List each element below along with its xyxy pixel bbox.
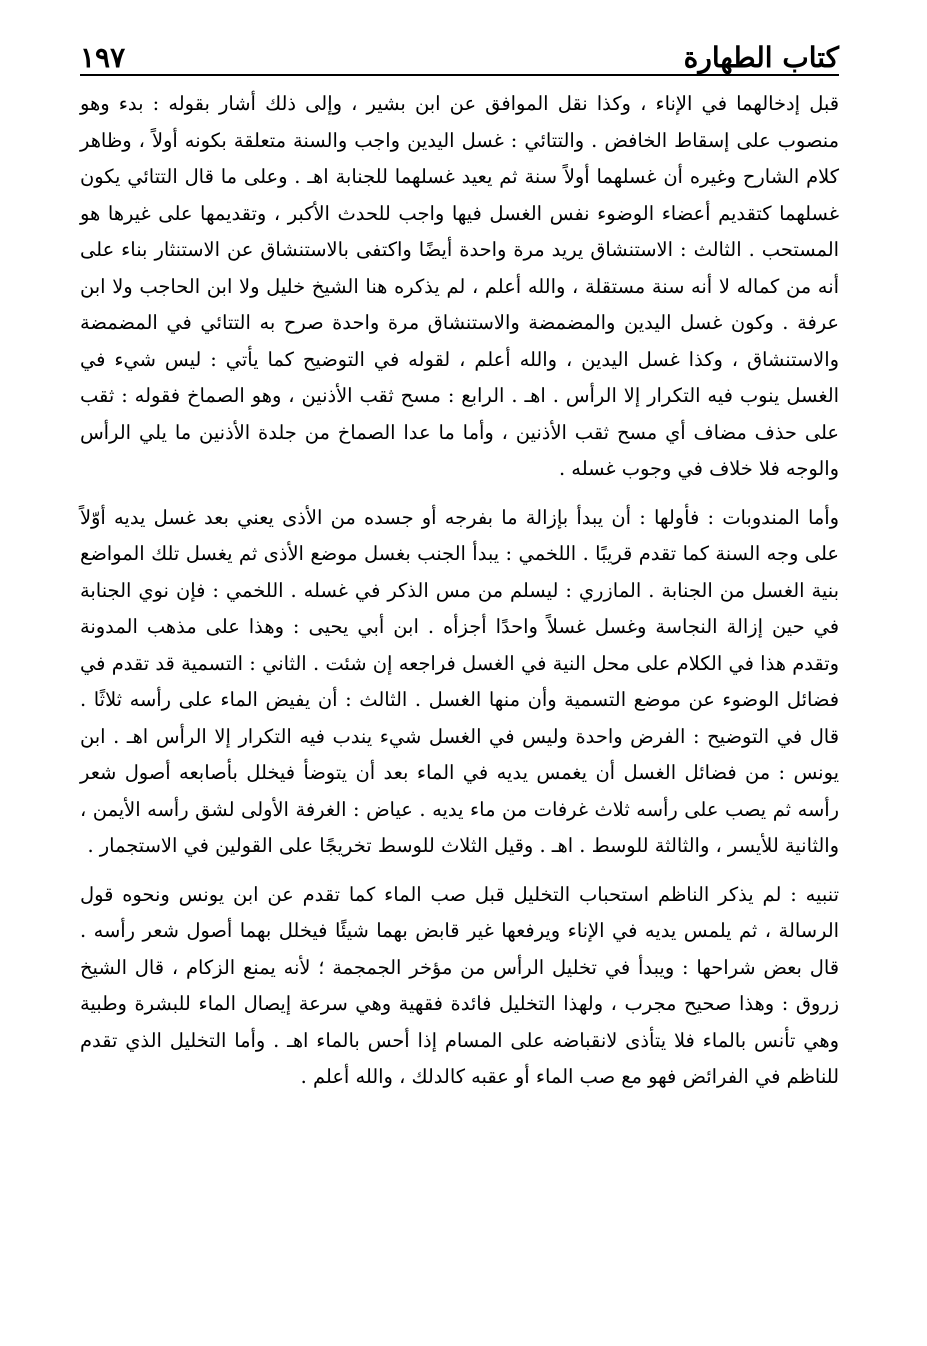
page-number: ١٩٧ — [80, 41, 126, 74]
body-text — [80, 86, 839, 1096]
page-header — [80, 30, 839, 76]
running-title: كتاب الطهارة — [683, 41, 839, 74]
paragraph-1: قبل إدخالهما في الإناء ، وكذا نقل الموافق عن ابن بشير ، وإلى ذلك أشار بقوله : بدء وهو منصوب على إسقاط الخافض . والتتائي : غسل اليدين واجب والسنة متعلقة بكونه أولاً ، وظاهر كلام الشارح وغيره أن غسلهما أولاً سنة ثم يعيد غسلهما للجنابة اهـ . وعلى ما قال التتائي يكون غسلهما كتقديم أعضاء الوضوء نفس الغسل فيها واجب للحدث الأكبر ، وتقديمها على غيرها هو المستحب . الثالث : الاستنشاق يريد مرة واحدة أيضًا واكتفى بالاستنشاق عن الاستنثار بناء على أنه من كماله لا أنه سنة مستقلة ، والله أعلم ، لم يذكره هنا الشيخ خليل ولا ابن الحاجب ولا ابن عرفة . وكون غسل اليدين والمضمضة والاستنشاق مرة واحدة صرح به التتائي في المضمضة والاستنشاق ، وكذا غسل اليدين ، والله أعلم ، لقوله في التوضيح كما يأتي : ليس شيء في الغسل ينوب فيه التكرار إلا الرأس . اهـ . الرابع : مسح ثقب الأذنين ، وهو الصماخ فقوله : ثقب على حذف مضاف أي مسح ثقب الأذنين ، وأما ما عدا الصماخ من جلدة الأذنين ما يلي الرأس والوجه فلا خلاف في وجوب غسله . — [80, 92, 839, 480]
paragraph-2: وأما المندوبات : فأولها : أن يبدأ بإزالة ما بفرجه أو جسده من الأذى يعني بعد غسل يديه أوّلاً على وجه السنة كما تقدم قريبًا . اللخمي : يبدأ الجنب بغسل موضع الأذى ثم يغسل تلك المواضع بنية الغسل من الجنابة . المازري : ليسلم من مس الذكر في غسله . اللخمي : فإن نوي الجنابة في حين إزالة النجاسة وغسل غسلاً واحدًا أجزأه . ابن أبي يحيى : وهذا على مذهب المدونة وتقدم هذا في الكلام على محل النية في الغسل فراجعه إن شئت . الثاني : التسمية قد تقدم في فضائل الوضوء عن موضع التسمية وأن منها الغسل . الثالث : أن يفيض الماء على رأسه ثلاثًا . قال في التوضيح : الفرض واحدة وليس في الغسل شيء يندب فيه التكرار إلا الرأس اهـ . ابن يونس : من فضائل الغسل أن يغمس يديه في الماء بعد أن يتوضأ فيخلل بأصابعه أصول شعر رأسه ثم يصب على رأسه ثلاث غرفات من ماء يديه . عياض : الغرفة الأولى لشق رأسه الأيمن ، والثانية للأيسر ، والثالثة للوسط . اهـ . وقيل الثلاث للوسط تخريجًا على القولين في الاستجمار . — [80, 505, 839, 857]
paragraph-3: تنبيه : لم يذكر الناظم استحباب التخليل قبل صب الماء كما تقدم عن ابن يونس ونحوه قول الرسالة ، ثم يلمس يديه في الإناء ويرفعها غير قابض بهما شيئًا فيخلل بهما أصول شعر رأسه . قال بعض شراحها : ويبدأ في تخليل الرأس من مؤخر الجمجمة ؛ لأنه يمنع الزكام ، قال الشيخ زروق : وهذا صحيح مجرب ، ولهذا التخليل فائدة فقهية وهي سرعة إيصال الماء للبشرة وطبية وهي تأنس بالماء فلا يتأذى لانقباضه على المسام إذا أحس بالماء اهـ . وأما التخليل الذي تقدم للناظم في الفرائض فهو مع صب الماء أو عقبه كالدلك ، والله أعلم . — [80, 882, 839, 1088]
